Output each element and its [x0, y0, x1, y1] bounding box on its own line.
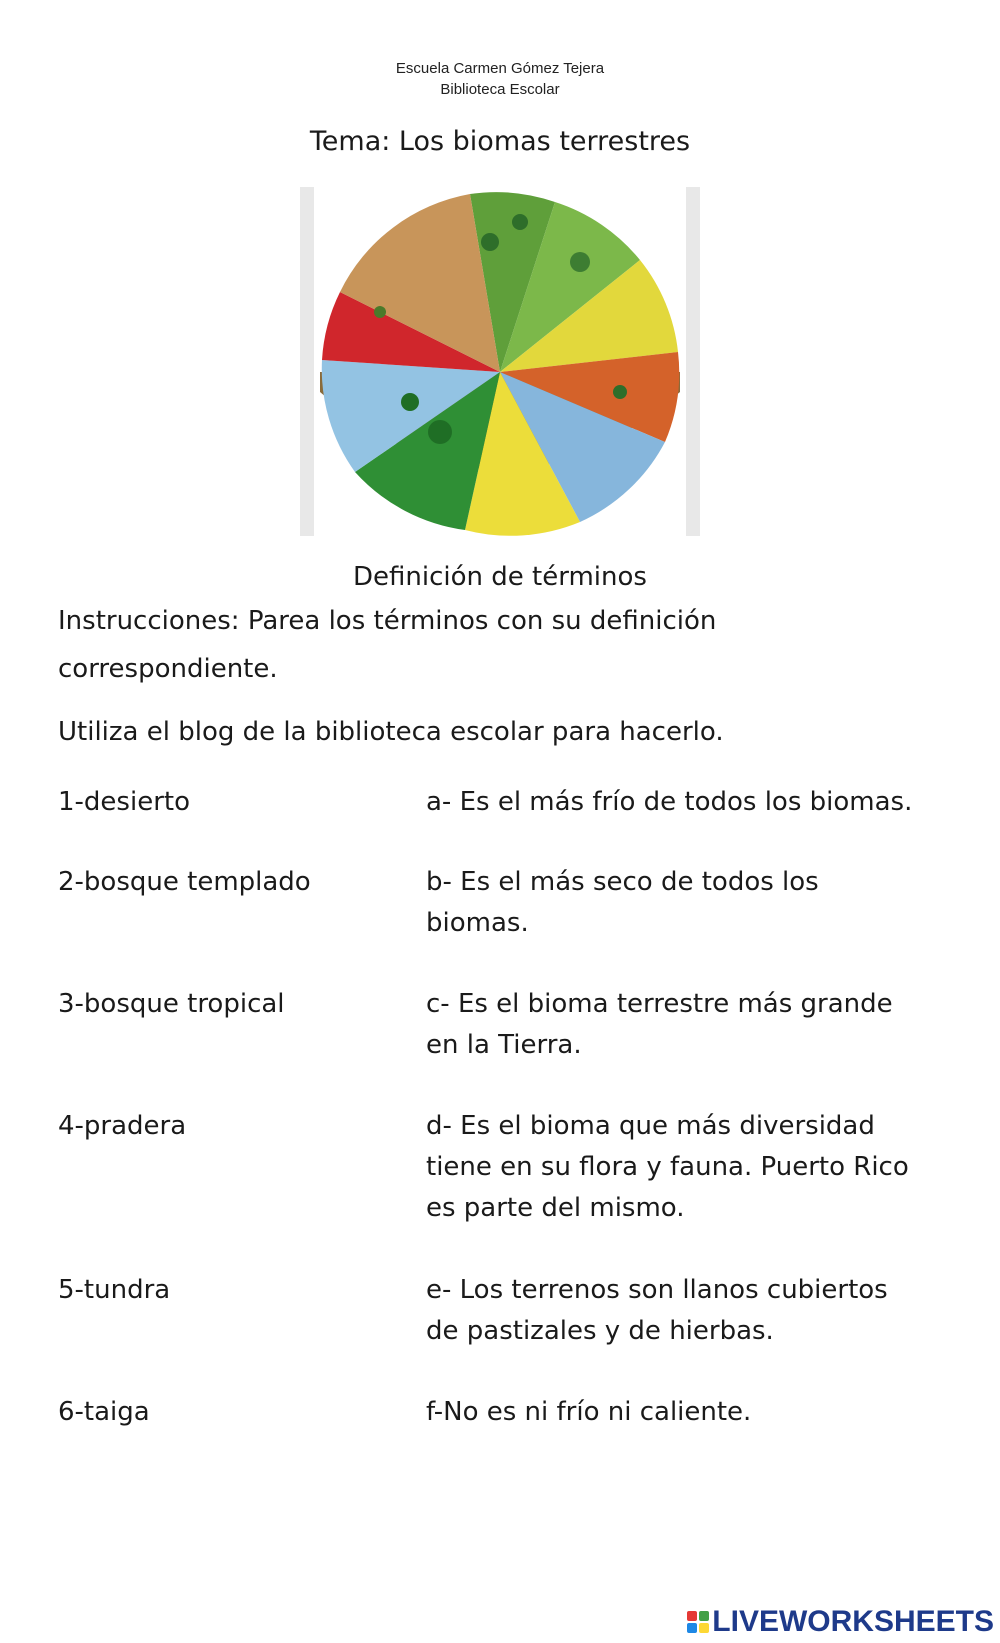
definition-d: [426, 1106, 956, 1229]
definition-c-line: c- Es el bioma terrestre más grande: [426, 989, 893, 1019]
definition-c-line: en la Tierra.: [426, 1030, 582, 1060]
instructions-line-3: Utiliza el blog de la biblioteca escolar para hacerlo.: [58, 717, 724, 747]
definition-c: [426, 984, 956, 1066]
definition-e-line: de pastizales y de hierbas.: [426, 1316, 774, 1346]
definition-d-line: tiene en su flora y fauna. Puerto Rico: [426, 1152, 909, 1182]
biomes-pie-illustration: [300, 187, 700, 536]
term-3: 3-bosque tropical: [58, 989, 285, 1019]
definition-b: [426, 862, 956, 944]
instructions-line-1: Instrucciones: Parea los términos con su definición: [58, 606, 717, 636]
instructions-line-2: correspondiente.: [58, 654, 278, 684]
logo-brand-text: LIVEWORKSHEETS: [712, 1605, 994, 1638]
definition-e: [426, 1270, 956, 1352]
definition-b-line: b- Es el más seco de todos los: [426, 867, 819, 897]
page-title: Tema: Los biomas terrestres: [309, 126, 691, 157]
term-5: 5-tundra: [58, 1275, 171, 1305]
term-2: 2-bosque templado: [58, 867, 311, 897]
term-6: 6-taiga: [58, 1397, 150, 1427]
definition-d-line: es parte del mismo.: [426, 1193, 685, 1223]
school-header: [0, 58, 1000, 100]
definition-f: [426, 1392, 956, 1433]
definition-d-line: d- Es el bioma que más diversidad: [426, 1111, 875, 1141]
definition-b-line: biomas.: [426, 908, 529, 938]
definition-e-line: e- Los terrenos son llanos cubiertos: [426, 1275, 888, 1305]
term-4: 4-pradera: [58, 1111, 187, 1141]
logo-grid-icon: [687, 1611, 709, 1633]
school-name: Escuela Carmen Gómez Tejera: [395, 60, 605, 77]
section-title: Definición de términos: [353, 562, 647, 592]
definition-f-line: f-No es ni frío ni caliente.: [426, 1397, 752, 1427]
definition-a-line: a- Es el más frío de todos los biomas.: [426, 787, 913, 817]
liveworksheets-logo[interactable]: [687, 1605, 994, 1639]
term-1: 1-desierto: [58, 787, 190, 817]
library-name: Biblioteca Escolar: [440, 81, 560, 98]
definition-a: [426, 782, 956, 823]
